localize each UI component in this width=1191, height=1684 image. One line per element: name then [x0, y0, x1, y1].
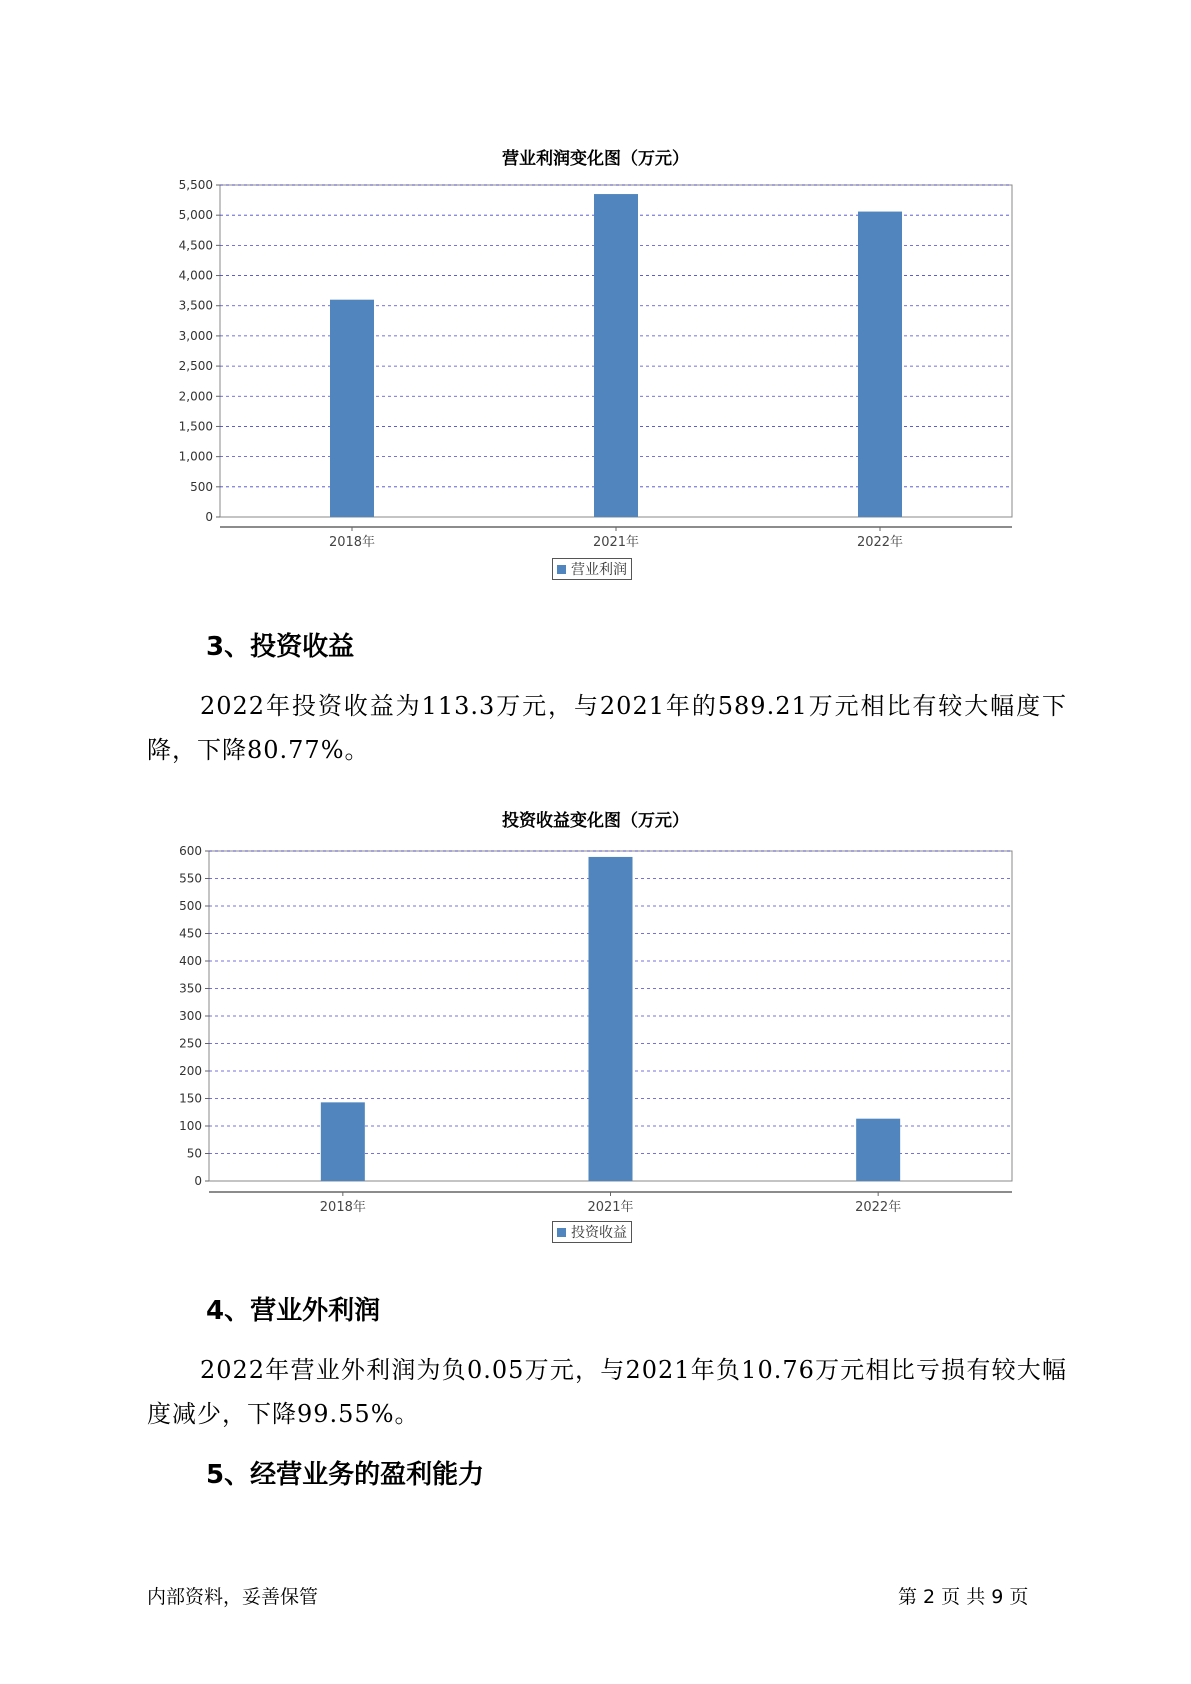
y-tick-label: 5,500: [178, 178, 213, 192]
y-tick-label: 2,500: [178, 359, 213, 374]
y-tick-label: 100: [179, 1119, 202, 1133]
bar-2021年: [589, 857, 633, 1181]
section-heading-investment-income: 3、投资收益: [206, 632, 355, 662]
y-tick-label: 250: [179, 1036, 202, 1051]
footer-page-number: 第 2 页 共 9 页: [898, 1586, 1029, 1608]
y-tick-label: 4,500: [178, 238, 213, 253]
section-heading-non-operating-profit: 4、营业外利润: [206, 1296, 381, 1326]
y-tick-label: 400: [179, 954, 202, 968]
y-tick-label: 500: [179, 899, 202, 913]
y-tick-label: 0: [205, 510, 213, 524]
bar-2021年: [594, 194, 638, 517]
y-tick-label: 0: [194, 1174, 202, 1188]
y-tick-label: 600: [179, 844, 202, 858]
footer-confidential-note: 内部资料，妥善保管: [147, 1586, 319, 1608]
y-tick-label: 350: [179, 981, 202, 996]
bar-2018年: [330, 300, 374, 517]
y-tick-label: 300: [179, 1009, 202, 1023]
y-tick-label: 1,000: [178, 449, 213, 464]
legend-swatch: [557, 565, 566, 574]
bar-2022年: [856, 1119, 900, 1181]
y-tick-label: 4,000: [178, 268, 213, 283]
y-tick-label: 2,000: [178, 389, 213, 404]
legend-label: 投资收益: [571, 1225, 627, 1241]
legend-swatch: [557, 1228, 566, 1237]
bar-2022年: [858, 212, 902, 517]
chart-legend-investment-income: [552, 1221, 632, 1243]
y-tick-label: 200: [179, 1064, 202, 1078]
legend-label: 营业利润: [571, 562, 627, 578]
x-tick-label: 2022年: [855, 1200, 902, 1215]
y-tick-label: 50: [186, 1146, 202, 1161]
y-tick-label: 1,500: [178, 419, 213, 434]
y-tick-label: 5,000: [178, 208, 213, 223]
y-tick-label: 500: [190, 479, 213, 494]
x-tick-label: 2021年: [587, 1200, 634, 1215]
y-tick-label: 3,000: [178, 328, 213, 343]
investment-income-chart: [0, 838, 1191, 1215]
y-tick-label: 150: [179, 1091, 202, 1106]
chart-title-operating-profit: 营业利润变化图（万元）: [502, 149, 689, 169]
x-tick-label: 2021年: [592, 535, 640, 550]
bar-2018年: [321, 1102, 365, 1181]
chart-legend-operating-profit: [552, 558, 632, 580]
section-paragraph-non-operating-profit: 2022年营业外利润为负0.05万元，与2021年负10.76万元相比亏损有较大幅度减少，下降99.55%。: [147, 1356, 1067, 1428]
section-heading-profitability: 5、经营业务的盈利能力: [206, 1460, 485, 1490]
section-paragraph-investment-income: 2022年投资收益为113.3万元，与2021年的589.21万元相比有较大幅度下降，下降80.77%。: [147, 692, 1067, 764]
operating-profit-chart: [0, 175, 1191, 550]
y-tick-label: 550: [179, 871, 202, 886]
x-tick-label: 2018年: [328, 535, 376, 550]
x-tick-label: 2018年: [319, 1200, 366, 1215]
x-tick-label: 2022年: [856, 535, 904, 550]
y-tick-label: 450: [179, 926, 202, 941]
chart-title-investment-income: 投资收益变化图（万元）: [502, 811, 689, 831]
y-tick-label: 3,500: [178, 298, 213, 313]
